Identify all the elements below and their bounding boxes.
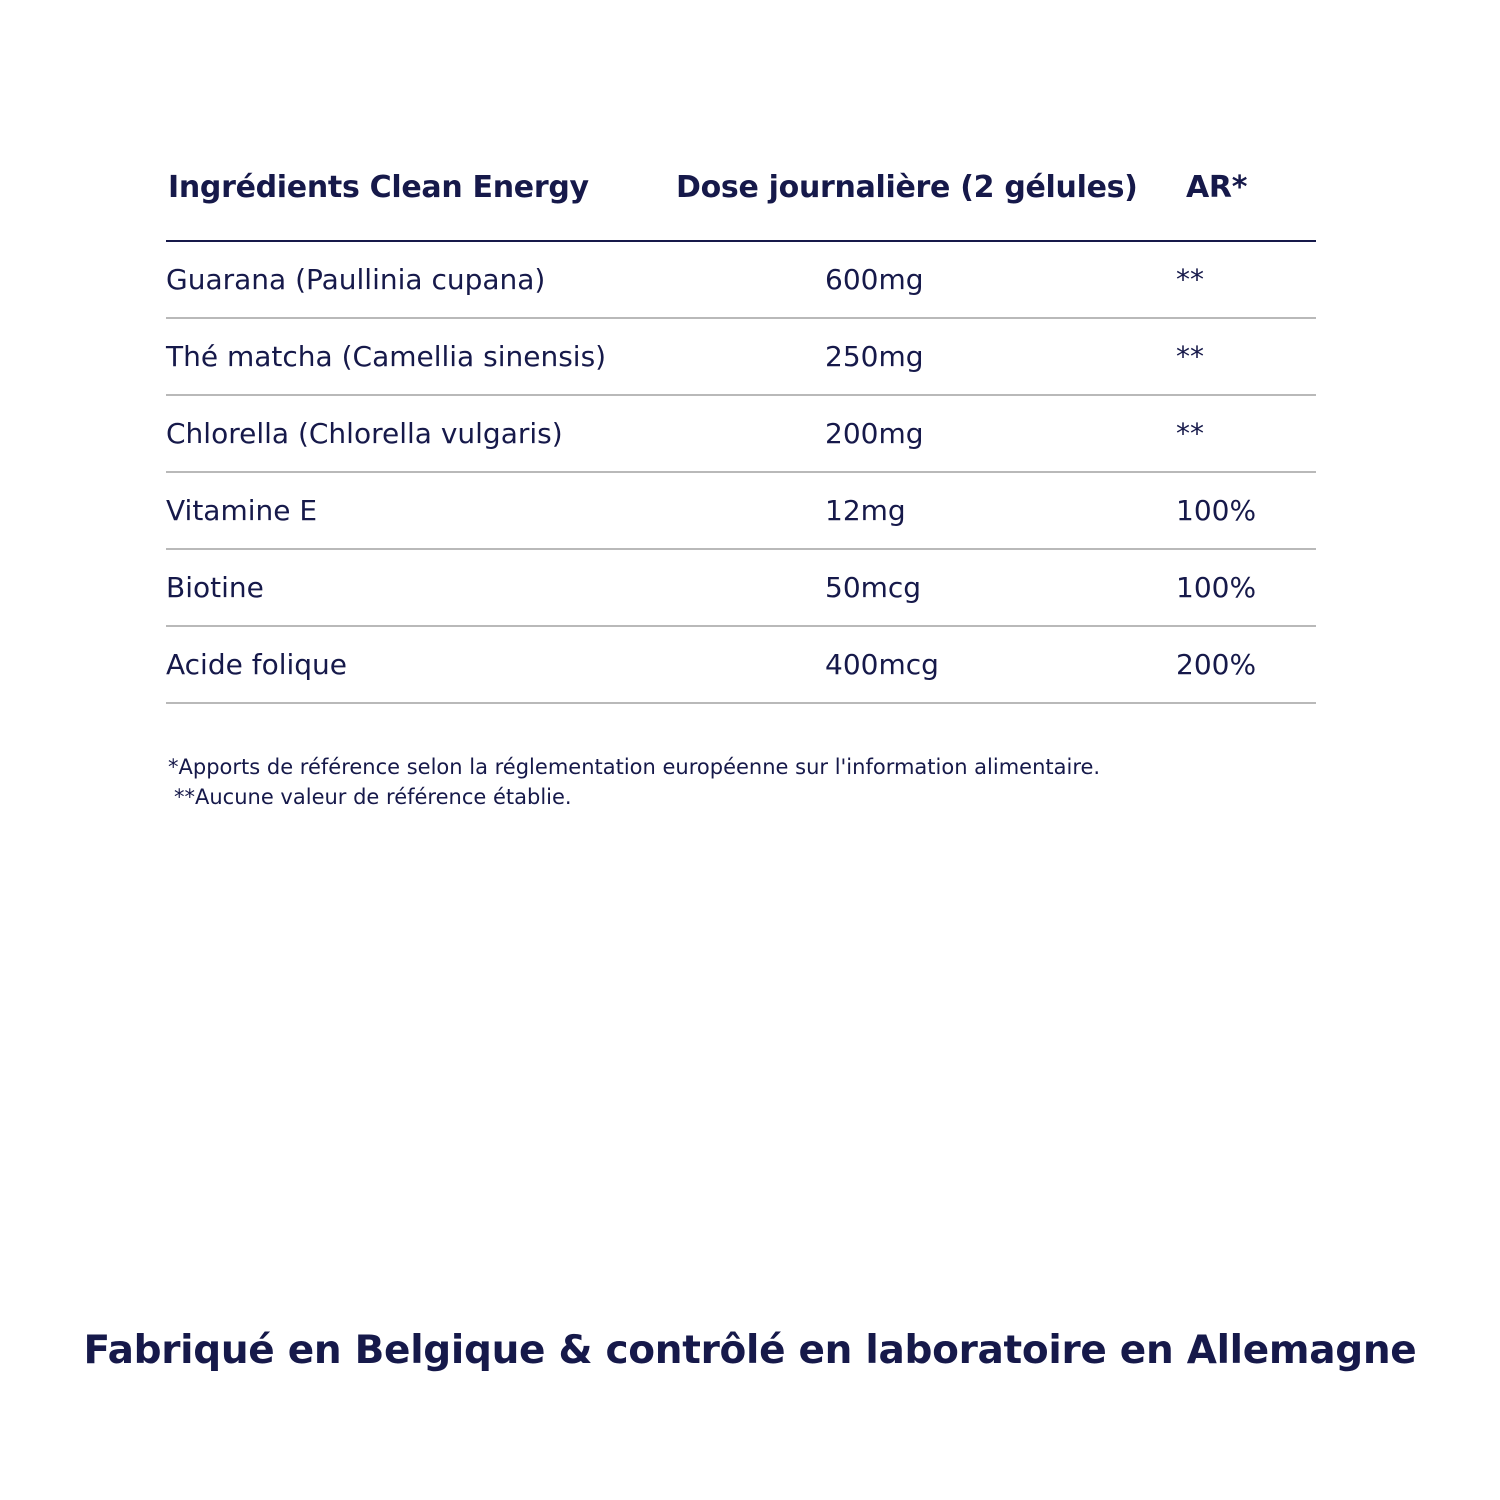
ingredient-dose: 12mg	[825, 494, 906, 527]
ingredient-dose: 200mg	[825, 417, 924, 450]
ingredient-name: Biotine	[166, 571, 264, 604]
footnotes	[168, 752, 1100, 812]
header-daily-dose: Dose journalière (2 gélules)	[676, 170, 1138, 205]
table-row	[166, 319, 1316, 396]
ingredient-name: Vitamine E	[166, 494, 318, 527]
table-row	[166, 396, 1316, 473]
ingredient-ar: **	[1176, 340, 1204, 373]
table-row	[166, 627, 1316, 704]
ingredient-ar: 100%	[1176, 571, 1257, 604]
header-ingredients: Ingrédients Clean Energy	[168, 170, 589, 205]
ingredient-ar: 100%	[1176, 494, 1257, 527]
footnote-no-reference: **Aucune valeur de référence établie.	[174, 785, 572, 809]
header-reference-intake: AR*	[1186, 170, 1248, 205]
table-header-row	[166, 150, 1316, 242]
ingredient-dose: 400mcg	[825, 648, 939, 681]
ingredient-dose: 50mcg	[825, 571, 922, 604]
table-row	[166, 550, 1316, 627]
ingredient-ar: **	[1176, 417, 1204, 450]
ingredient-ar: 200%	[1176, 648, 1257, 681]
ingredient-name: Guarana (Paullinia cupana)	[166, 263, 546, 296]
manufacturing-tagline: Fabriqué en Belgique & contrôlé en laboratoire en Allemagne	[83, 1328, 1417, 1373]
ingredient-name: Thé matcha (Camellia sinensis)	[166, 340, 607, 373]
ingredient-dose: 600mg	[825, 263, 924, 296]
ingredient-dose: 250mg	[825, 340, 924, 373]
ingredient-ar: **	[1176, 263, 1204, 296]
ingredient-name: Chlorella (Chlorella vulgaris)	[166, 417, 563, 450]
footnote-reference-intake: *Apports de référence selon la réglementation européenne sur l'information alimentaire.	[168, 755, 1101, 779]
ingredient-name: Acide folique	[166, 648, 348, 681]
nutrition-table	[166, 150, 1316, 704]
table-row	[166, 242, 1316, 319]
table-row	[166, 473, 1316, 550]
